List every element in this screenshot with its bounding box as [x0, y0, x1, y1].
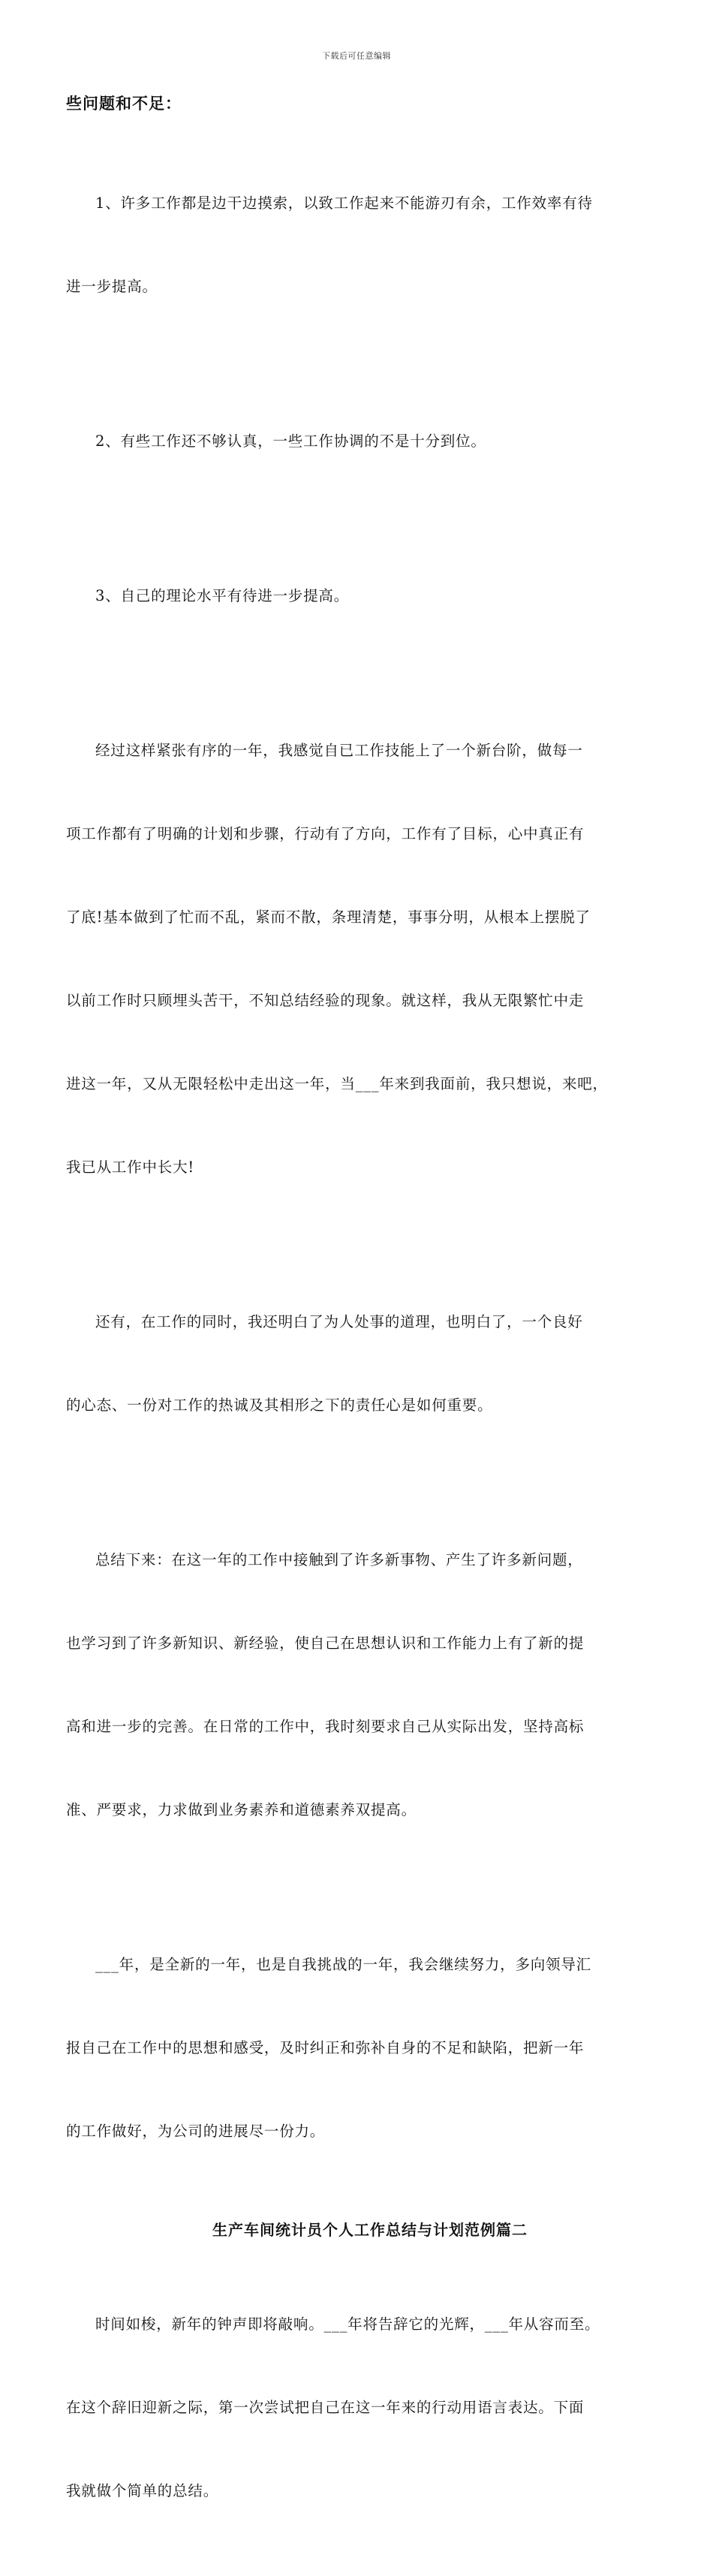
paragraph-line: 进一步提高。	[66, 278, 158, 295]
paragraph-line: 项工作都有了明确的计划和步骤，行动有了方向，工作有了目标，心中真正有	[66, 825, 585, 842]
paragraph-issue-1	[66, 134, 644, 356]
paragraph-line: 的工作做好，为公司的进展尽一份力。	[66, 2123, 326, 2140]
paragraph-line: 总结下来：在这一年的工作中接触到了许多新事物、产生了许多新问题，	[95, 1551, 583, 1568]
section-heading: 些问题和不足：	[66, 94, 182, 113]
paragraph-line: 我已从工作中长大!	[66, 1158, 195, 1176]
paragraph-line: 的心态、一份对工作的热诚及其相形之下的责任心是如何重要。	[66, 1396, 493, 1414]
paragraph-issue-2	[66, 372, 644, 511]
page-watermark-header: 下载后可任意编辑	[322, 51, 391, 61]
paragraph-year-review	[66, 681, 644, 1237]
paragraph-issue-3	[66, 526, 644, 665]
paragraph-line: 报自己在工作中的思想和感受，及时纠正和弥补自身的不足和缺陷，把新一年	[66, 2039, 585, 2056]
paragraph-line: 时间如梭，新年的钟声即将敲响。___年将告辞它的光辉，___年从容而至。	[95, 2315, 600, 2333]
paragraph-line: ___年，是全新的一年，也是自我挑战的一年，我会继续努力，多向领导汇	[95, 1956, 591, 1973]
paragraph-line: 准、严要求，力求做到业务素养和道德素养双提高。	[66, 1801, 417, 1818]
article-title-part-two: 生产车间统计员个人工作总结与计划范例篇二	[212, 2221, 528, 2239]
paragraph-line: 3、自己的理论水平有待进一步提高。	[95, 587, 350, 604]
paragraph-summary	[66, 1490, 644, 1879]
paragraph-line: 以前工作时只顾埋头苦干，不知总结经验的现象。就这样，我从无限繁忙中走	[66, 992, 585, 1009]
paragraph-line: 1、许多工作都是边干边摸索，以致工作起来不能游刃有余，工作效率有待	[95, 194, 593, 212]
document-body	[66, 89, 644, 2576]
paragraph-attitude	[66, 1252, 644, 1475]
paragraph-line: 2、有些工作还不够认真，一些工作协调的不是十分到位。	[95, 432, 486, 450]
paragraph-line: 经过这样紧张有序的一年，我感觉自已工作技能上了一个新台阶，做每一	[95, 742, 583, 759]
paragraph-intro-part-two	[66, 2255, 644, 2560]
paragraph-line: 还有，在工作的同时，我还明白了为人处事的道理，也明白了，一个良好	[95, 1313, 583, 1330]
paragraph-new-year	[66, 1895, 644, 2201]
paragraph-line: 了底!基本做到了忙而不乱，紧而不散，条理清楚，事事分明，从根本上摆脱了	[66, 908, 591, 926]
paragraph-line: 进这一年，又从无限轻松中走出这一年，当___年来到我面前，我只想说，来吧，	[66, 1075, 608, 1092]
paragraph-line: 也学习到了许多新知识、新经验，使自己在思想认识和工作能力上有了新的提	[66, 1634, 585, 1652]
paragraph-line: 高和进一步的完善。在日常的工作中，我时刻要求自己从实际出发，坚持高标	[66, 1718, 585, 1735]
paragraph-line: 我就做个简单的总结。	[66, 2482, 219, 2499]
paragraph-line: 在这个辞旧迎新之际，第一次尝试把自己在这一年来的行动用语言表达。下面	[66, 2399, 585, 2416]
